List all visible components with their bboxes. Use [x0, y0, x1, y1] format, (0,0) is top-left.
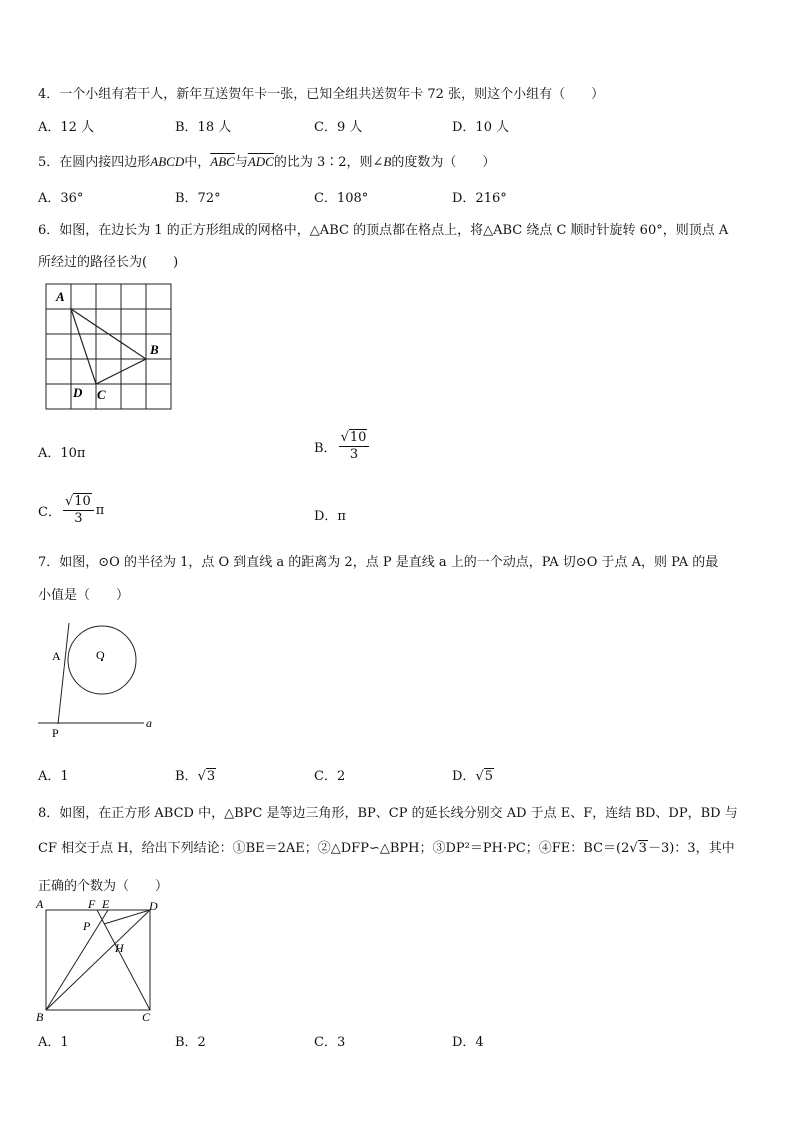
q6-option-b: B． $\frac{√10}{3}$ — [314, 430, 371, 463]
q7-option-b: B．√3 — [175, 769, 216, 784]
q6-grid-figure — [36, 280, 176, 412]
q8-stem-line1: 8．如图，在正方形 ABCD 中，△BPC 是等边三角形，BP、CP 的延长线分别交 AD 于点 E、F，连结 BD、DP，BD 与 — [38, 806, 738, 821]
q8-option-d: D．4 — [452, 1035, 484, 1050]
q8-label-b: B — [36, 1010, 44, 1024]
q8-label-p: P — [83, 919, 91, 933]
q5-stem: 5．在圆内接四边形ABCD中，$\overline{ABC}$与$\overline{ADC}$的比为 3∶2，则∠B的度数为（ ） — [38, 154, 496, 170]
q6-option-d: D．π — [314, 509, 346, 524]
q6-stem-line1: 6．如图，在边长为 1 的正方形组成的网格中，△ABC 的顶点都在格点上，将△ABC 绕点 C 顺时针旋转 60°，则顶点 A — [38, 223, 729, 238]
q6-option-c: C． $\frac{√10}{3}$ π — [38, 494, 105, 526]
arc-abc: $\overline{ABC}$ — [210, 154, 235, 169]
q5-option-c: C．108° — [314, 191, 369, 206]
q4-stem: 4．一个小组有若干人，新年互送贺年卡一张，已知全组共送贺年卡 72 张，则这个小组有（ ） — [38, 87, 605, 102]
q8-label-a: A — [36, 897, 44, 911]
q5-option-a: A．36° — [38, 191, 84, 206]
q4-option-d: D．10 人 — [452, 120, 510, 135]
q6-option-a: A．10π — [38, 446, 86, 461]
q7-label-line: a — [146, 716, 152, 730]
q7-label-o: O — [96, 648, 105, 662]
q8-label-h: H — [115, 941, 124, 955]
q4-option-c: C．9 人 — [314, 120, 363, 135]
q5-option-d: D．216° — [452, 191, 507, 206]
q7-circle-figure — [36, 620, 166, 740]
q7-stem-line2: 小值是（ ） — [38, 588, 130, 603]
q5-option-b: B．72° — [175, 191, 221, 206]
q8-label-d: D — [149, 899, 158, 913]
q8-label-e: E — [102, 897, 110, 911]
q7-label-a: A — [52, 649, 61, 663]
q7-label-p: P — [52, 726, 59, 740]
q8-stem-line3: 正确的个数为（ ） — [38, 879, 169, 894]
q8-option-b: B．2 — [175, 1035, 206, 1050]
q8-option-c: C．3 — [314, 1035, 346, 1050]
q6-stem-line2: 所经过的路径长为( ) — [38, 255, 179, 270]
arc-adc: $\overline{ADC}$ — [247, 154, 274, 169]
q6-label-c: C — [97, 387, 106, 402]
q4-option-a: A．12 人 — [38, 120, 95, 135]
q7-option-a: A．1 — [38, 769, 69, 784]
q7-stem-line1: 7．如图，⊙O 的半径为 1，点 O 到直线 a 的距离为 2，点 P 是直线 a 上的一个动点，PA 切⊙O 于点 A，则 PA 的最 — [38, 555, 719, 570]
q8-stem-line2: CF 相交于点 H，给出下列结论：①BE＝2AE；②△DFP∽△BPH；③DP²＝PH·PC；④FE：BC＝(2√3－3)：3，其中 — [38, 841, 735, 856]
q6-label-d: D — [73, 385, 83, 400]
q8-label-f: F — [88, 897, 96, 911]
q8-label-c: C — [142, 1010, 151, 1024]
q6-label-b: B — [150, 342, 159, 357]
q7-option-d: D．√5 — [452, 769, 494, 784]
q7-option-c: C．2 — [314, 769, 346, 784]
q6-label-a: A — [56, 289, 65, 304]
q8-square-figure — [34, 894, 164, 1024]
q4-option-b: B．18 人 — [175, 120, 232, 135]
q8-option-a: A．1 — [38, 1035, 69, 1050]
